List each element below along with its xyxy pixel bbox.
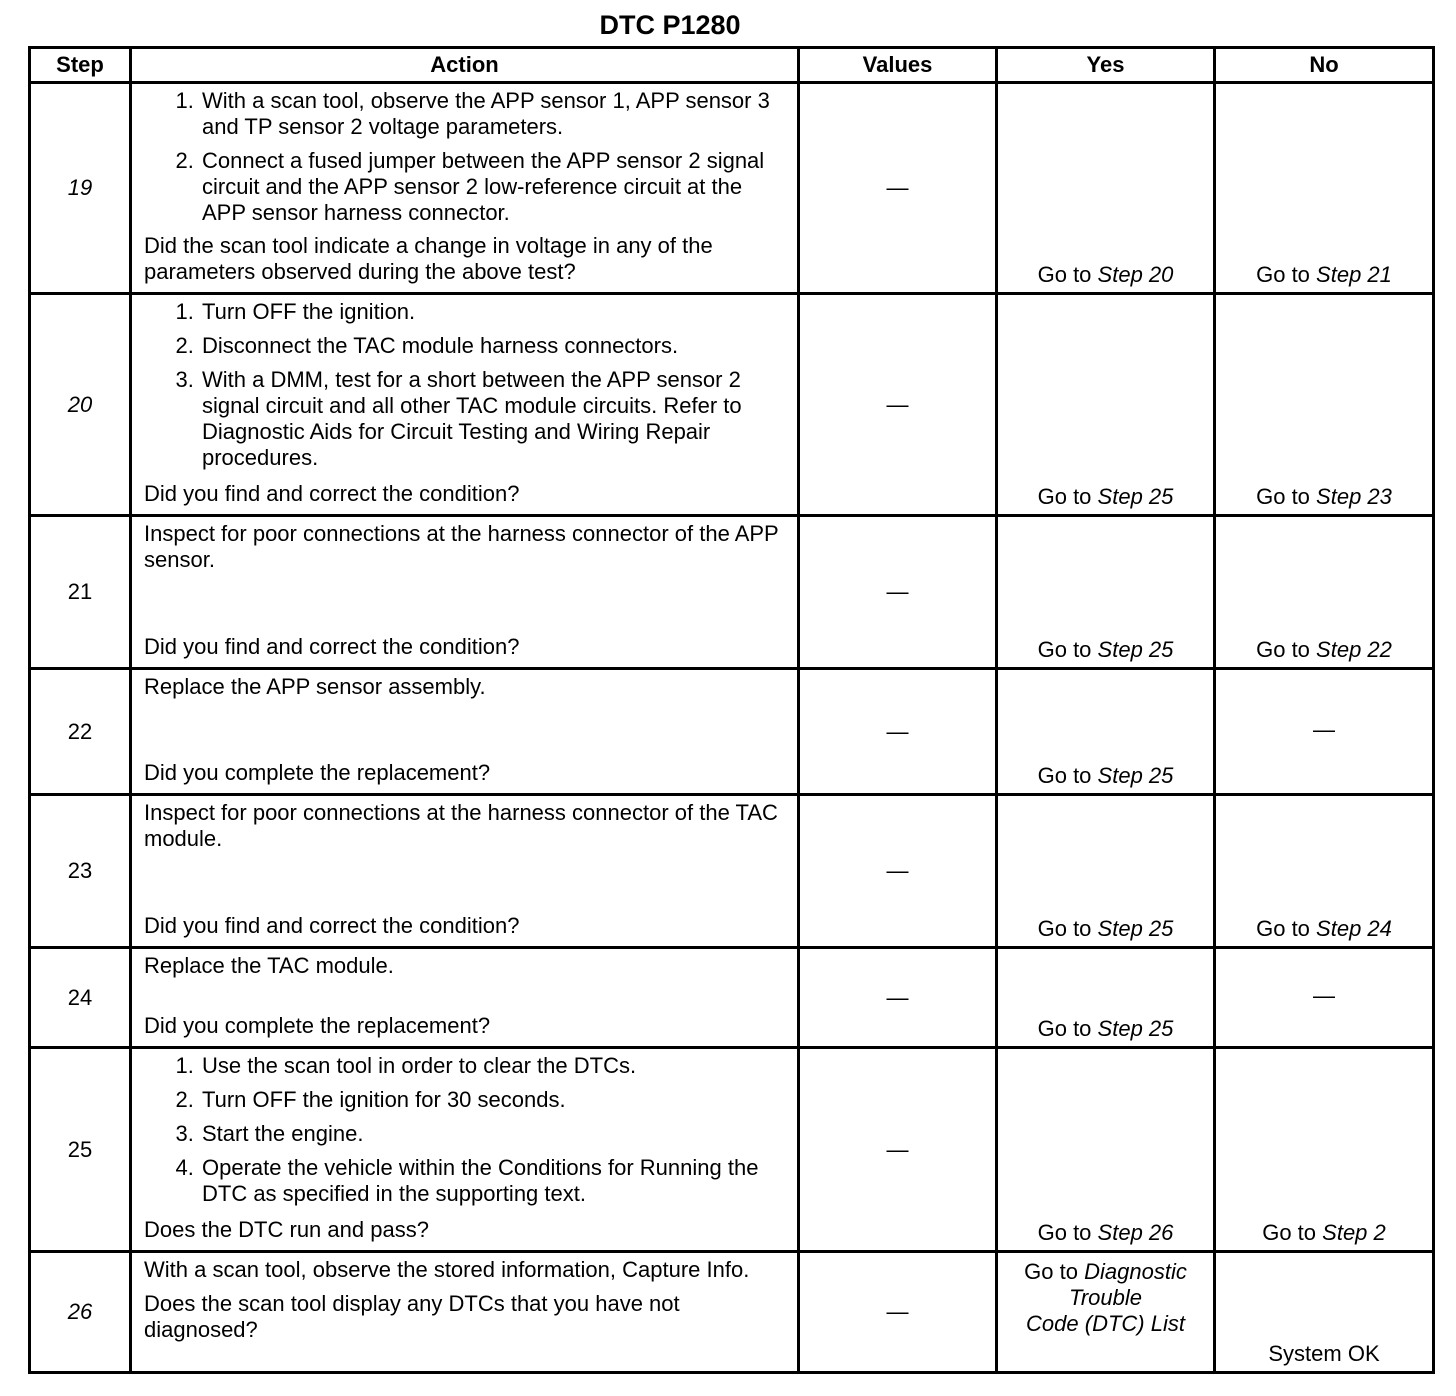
go-to-text: Go to bbox=[1256, 637, 1310, 662]
action-list bbox=[144, 299, 787, 477]
action-cell bbox=[131, 1048, 799, 1252]
go-to-text: Go to bbox=[1024, 1259, 1078, 1284]
go-to-text: Go to bbox=[1037, 763, 1092, 788]
table-row bbox=[30, 1252, 1434, 1373]
go-to-text: Go to bbox=[1037, 1220, 1092, 1245]
action-question: Does the scan tool display any DTCs that you have not diagnosed? bbox=[144, 1291, 680, 1342]
action-question: Did you find and correct the condition? bbox=[144, 481, 520, 506]
go-to-text: Go to bbox=[1037, 637, 1092, 662]
page-title: DTC P1280 bbox=[599, 10, 741, 40]
go-to-text: Go to bbox=[1256, 916, 1310, 941]
values-cell: — bbox=[799, 516, 997, 669]
action-item: 2. Turn OFF the ignition for 30 seconds. bbox=[200, 1087, 787, 1113]
go-to-text: Go to bbox=[1037, 262, 1092, 287]
values-cell: — bbox=[799, 948, 997, 1048]
go-to-text: Go to bbox=[1256, 484, 1310, 509]
header-row bbox=[30, 48, 1434, 83]
action-question: Did you complete the replacement? bbox=[144, 760, 491, 785]
go-to-text: Go to bbox=[1037, 916, 1092, 941]
action-item: 3. With a DMM, test for a short between the APP sensor 2 signal circuit and all other TAC module circuits. Refer to Diagnostic Aids for Circuit Testing and Wiring Repair procedures. bbox=[200, 367, 787, 471]
action-item: 2. Disconnect the TAC module harness connectors. bbox=[200, 333, 787, 359]
no-step-link[interactable]: Step 24 bbox=[1316, 916, 1392, 941]
yes-step-link[interactable]: Step 25 bbox=[1097, 484, 1174, 509]
action-cell bbox=[131, 516, 799, 669]
action-item: 1. With a scan tool, observe the APP sensor 1, APP sensor 3 and TP sensor 2 voltage parameters. bbox=[200, 88, 787, 140]
yes-link-line[interactable]: Code (DTC) List bbox=[1026, 1311, 1185, 1336]
no-cell bbox=[1215, 1048, 1434, 1252]
no-cell: System OK bbox=[1215, 1252, 1434, 1373]
go-to-text: Go to bbox=[1262, 1220, 1317, 1245]
no-step-link[interactable]: Step 23 bbox=[1316, 484, 1392, 509]
action-text: Replace the APP sensor assembly. bbox=[144, 674, 486, 699]
yes-step-link[interactable]: Step 20 bbox=[1097, 262, 1174, 287]
step-number: 19 bbox=[30, 83, 131, 294]
step-number: 22 bbox=[30, 669, 131, 795]
action-cell bbox=[131, 1252, 799, 1373]
no-cell bbox=[1215, 83, 1434, 294]
yes-cell bbox=[997, 669, 1215, 795]
action-item: 1. Use the scan tool in order to clear the DTCs. bbox=[200, 1053, 787, 1079]
action-question: Did the scan tool indicate a change in voltage in any of the parameters observed during the above test? bbox=[144, 233, 713, 284]
header-yes: Yes bbox=[997, 48, 1215, 83]
table-row bbox=[30, 948, 1434, 1048]
yes-link-line[interactable]: Diagnostic bbox=[1084, 1259, 1187, 1284]
yes-cell bbox=[997, 83, 1215, 294]
action-question: Does the DTC run and pass? bbox=[144, 1217, 429, 1242]
no-cell: — bbox=[1215, 669, 1434, 795]
table-row bbox=[30, 795, 1434, 948]
header-no: No bbox=[1215, 48, 1434, 83]
no-step-link[interactable]: Step 2 bbox=[1322, 1220, 1386, 1245]
action-cell bbox=[131, 669, 799, 795]
yes-step-link[interactable]: Step 25 bbox=[1097, 763, 1174, 788]
no-step-link[interactable]: Step 22 bbox=[1316, 637, 1392, 662]
action-text: Replace the TAC module. bbox=[144, 953, 394, 978]
values-cell: — bbox=[799, 1048, 997, 1252]
action-list bbox=[144, 88, 787, 232]
values-cell: — bbox=[799, 669, 997, 795]
yes-cell bbox=[997, 948, 1215, 1048]
yes-cell bbox=[997, 795, 1215, 948]
action-text: Inspect for poor connections at the harness connector of the APP sensor. bbox=[144, 521, 779, 572]
yes-step-link[interactable]: Step 25 bbox=[1097, 637, 1174, 662]
action-cell bbox=[131, 83, 799, 294]
step-number: 23 bbox=[30, 795, 131, 948]
values-cell: — bbox=[799, 294, 997, 516]
action-item: 1. Turn OFF the ignition. bbox=[200, 299, 787, 325]
action-cell bbox=[131, 948, 799, 1048]
values-cell: — bbox=[799, 795, 997, 948]
no-cell bbox=[1215, 516, 1434, 669]
step-number: 21 bbox=[30, 516, 131, 669]
action-item: 3. Start the engine. bbox=[200, 1121, 787, 1147]
yes-step-link[interactable]: Step 25 bbox=[1097, 1016, 1174, 1041]
yes-link-line[interactable]: Trouble bbox=[1069, 1285, 1142, 1310]
go-to-text: Go to bbox=[1256, 262, 1310, 287]
no-step-link[interactable]: Step 21 bbox=[1316, 262, 1392, 287]
table-row bbox=[30, 669, 1434, 795]
action-question: Did you find and correct the condition? bbox=[144, 634, 520, 659]
diagnostic-table bbox=[28, 46, 1435, 1374]
table-row bbox=[30, 294, 1434, 516]
table-row bbox=[30, 83, 1434, 294]
yes-cell bbox=[997, 516, 1215, 669]
no-cell bbox=[1215, 795, 1434, 948]
go-to-text: Go to bbox=[1037, 1016, 1092, 1041]
step-number: 25 bbox=[30, 1048, 131, 1252]
action-item: 4. Operate the vehicle within the Conditions for Running the DTC as specified in the supporting text. bbox=[200, 1155, 787, 1207]
yes-cell bbox=[997, 1048, 1215, 1252]
header-values: Values bbox=[799, 48, 997, 83]
step-number: 24 bbox=[30, 948, 131, 1048]
action-cell bbox=[131, 795, 799, 948]
action-question: Did you find and correct the condition? bbox=[144, 913, 520, 938]
values-cell: — bbox=[799, 1252, 997, 1373]
values-cell: — bbox=[799, 83, 997, 294]
table-row bbox=[30, 516, 1434, 669]
action-item: 2. Connect a fused jumper between the APP sensor 2 signal circuit and the APP sensor 2 low-reference circuit at the APP sensor harness connector. bbox=[200, 148, 787, 226]
action-list bbox=[144, 1053, 787, 1213]
action-question: Did you complete the replacement? bbox=[144, 1013, 491, 1038]
header-action: Action bbox=[131, 48, 799, 83]
action-cell bbox=[131, 294, 799, 516]
action-text: With a scan tool, observe the stored information, Capture Info. bbox=[144, 1257, 750, 1282]
no-cell: — bbox=[1215, 948, 1434, 1048]
table-row bbox=[30, 1048, 1434, 1252]
step-number: 20 bbox=[30, 294, 131, 516]
yes-cell bbox=[997, 1252, 1215, 1373]
step-number: 26 bbox=[30, 1252, 131, 1373]
action-text: Inspect for poor connections at the harness connector of the TAC module. bbox=[144, 800, 778, 851]
yes-step-link[interactable]: Step 25 bbox=[1097, 916, 1174, 941]
header-step: Step bbox=[30, 48, 131, 83]
go-to-text: Go to bbox=[1037, 484, 1092, 509]
no-cell bbox=[1215, 294, 1434, 516]
yes-step-link[interactable]: Step 26 bbox=[1097, 1220, 1174, 1245]
yes-cell bbox=[997, 294, 1215, 516]
